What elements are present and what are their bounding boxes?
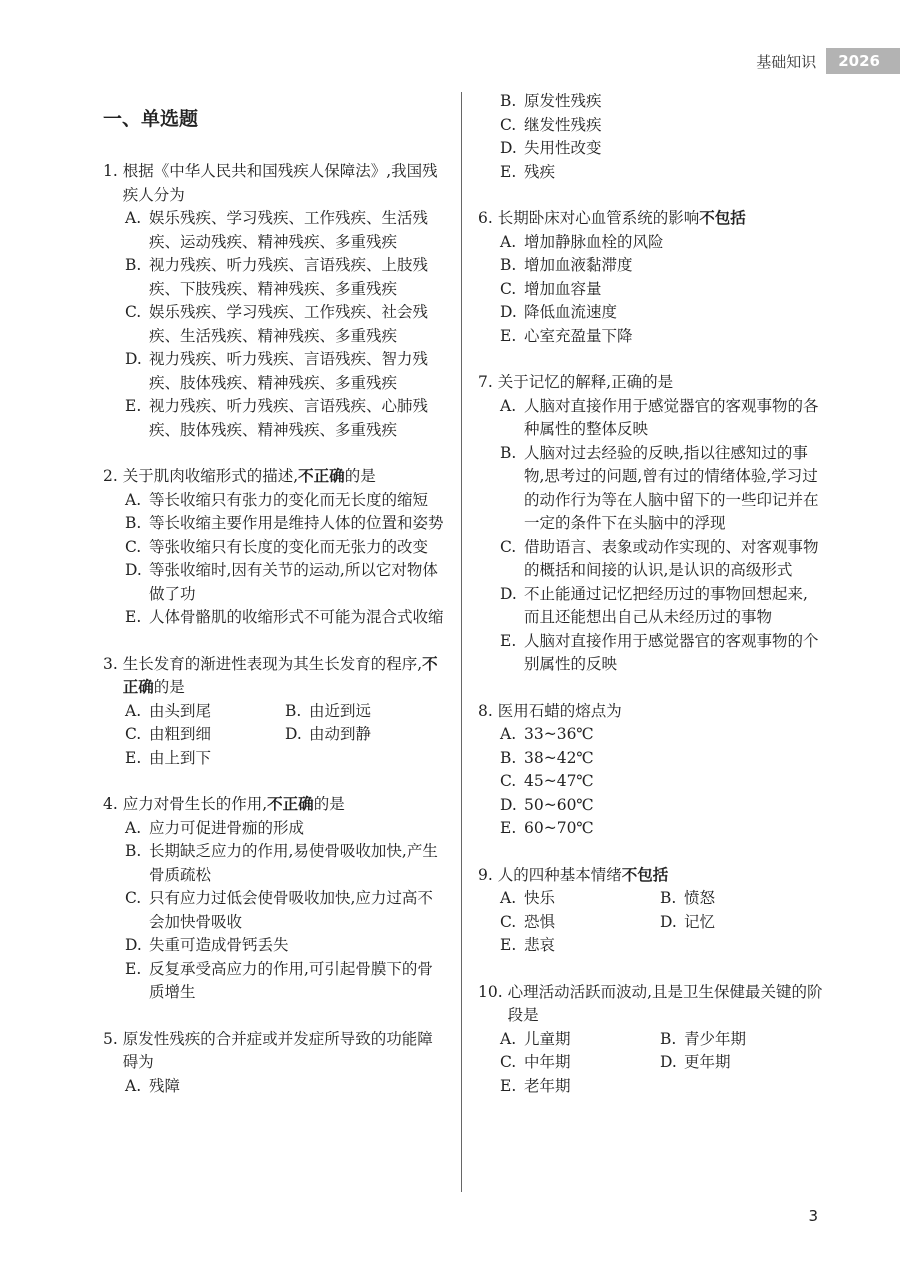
options-grid <box>478 1028 823 1099</box>
question-stem <box>103 465 448 489</box>
question-text <box>123 793 448 817</box>
option-text: 继发性残疾 <box>524 115 602 134</box>
question-number: 2. <box>103 467 118 485</box>
option-e <box>478 630 823 677</box>
option-letter: A. <box>125 209 142 227</box>
option-c <box>478 536 823 583</box>
question-7 <box>478 371 823 677</box>
option-text: 应力可促进骨痂的形成 <box>149 818 305 837</box>
option-c <box>478 911 638 935</box>
option-c <box>103 723 263 747</box>
option-letter: B. <box>500 256 517 274</box>
option-text: 残障 <box>149 1076 181 1095</box>
question-text <box>498 864 823 888</box>
question-number: 5. <box>103 1029 118 1048</box>
option-text: 降低血流速度 <box>524 303 618 321</box>
option-text: 人脑对直接作用于感觉器官的客观事物的各种属性的整体反映 <box>524 396 819 438</box>
option-b <box>478 254 823 278</box>
option-d <box>263 723 423 747</box>
option-letter: D. <box>660 912 677 931</box>
option-d <box>103 934 448 958</box>
option-letter: A. <box>125 1076 142 1095</box>
option-e <box>478 817 823 841</box>
option-c <box>103 301 448 348</box>
option-text: 长期缺乏应力的作用,易使骨吸收加快,产生骨质疏松 <box>149 842 438 884</box>
option-d <box>478 794 823 818</box>
option-text: 快乐 <box>524 889 556 907</box>
option-letter: E. <box>125 959 142 978</box>
column-divider <box>461 92 462 1192</box>
option-text: 记忆 <box>684 912 716 931</box>
question-stem <box>478 207 823 231</box>
question-5 <box>103 1028 448 1099</box>
option-letter: C. <box>500 115 517 134</box>
stem-emphasis: 不正确 <box>298 467 345 485</box>
option-d <box>638 1051 798 1075</box>
option-d <box>478 137 823 161</box>
option-letter: A. <box>500 1029 517 1048</box>
option-letter: B. <box>125 256 142 274</box>
option-letter: C. <box>500 537 517 556</box>
option-text: 45~47℃ <box>524 772 594 790</box>
option-letter: D. <box>285 725 302 743</box>
option-letter: C. <box>125 303 142 321</box>
option-text: 恐惧 <box>524 912 556 931</box>
question-stem <box>103 793 448 817</box>
stem-emphasis: 不包括 <box>699 209 746 227</box>
options-grid <box>103 700 448 771</box>
option-letter: A. <box>500 396 517 415</box>
stem-part: 的是 <box>313 795 345 813</box>
option-text: 儿童期 <box>524 1029 571 1048</box>
option-letter: E. <box>500 326 517 345</box>
question-9 <box>478 864 823 958</box>
question-number: 6. <box>478 209 493 227</box>
option-letter: E. <box>500 1076 517 1095</box>
option-text: 娱乐残疾、学习残疾、工作残疾、生活残疾、运动残疾、精神残疾、多重残疾 <box>149 209 429 251</box>
question-number: 1. <box>103 162 118 180</box>
question-number: 7. <box>478 373 493 391</box>
option-text: 视力残疾、听力残疾、言语残疾、心肺残疾、肢体残疾、精神残疾、多重残疾 <box>149 397 429 439</box>
option-letter: E. <box>500 162 517 181</box>
option-letter: D. <box>125 936 142 954</box>
option-text: 娱乐残疾、学习残疾、工作残疾、社会残疾、生活残疾、精神残疾、多重残疾 <box>149 303 429 345</box>
question-text: 心理活动活跃而波动,且是卫生保健最关键的阶段是 <box>507 982 823 1024</box>
option-c <box>478 278 823 302</box>
options-grid <box>478 887 823 958</box>
option-text: 中年期 <box>524 1053 571 1071</box>
option-text: 50~60℃ <box>524 795 594 814</box>
option-letter: D. <box>125 350 142 368</box>
option-d <box>103 348 448 395</box>
option-text: 等长收缩主要作用是维持人体的位置和姿势 <box>149 514 444 532</box>
question-stem <box>103 653 448 700</box>
option-letter: C. <box>125 889 142 907</box>
option-c <box>478 114 823 138</box>
question-3 <box>103 653 448 771</box>
option-text: 愤怒 <box>684 889 716 907</box>
stem-part: 的是 <box>344 467 376 485</box>
option-e <box>103 958 448 1005</box>
option-e <box>103 395 448 442</box>
question-text <box>123 653 448 700</box>
option-letter: B. <box>660 1029 677 1048</box>
option-letter: B. <box>500 92 517 110</box>
left-column <box>103 160 448 1121</box>
option-b <box>478 442 823 536</box>
option-letter: A. <box>500 889 517 907</box>
option-c <box>478 1051 638 1075</box>
option-text: 只有应力过低会使骨吸收加快,应力过高不会加快骨吸收 <box>149 889 433 931</box>
question-1 <box>103 160 448 442</box>
option-a <box>478 723 823 747</box>
option-letter: A. <box>500 725 517 743</box>
option-e <box>478 934 638 958</box>
option-letter: E. <box>500 936 517 954</box>
stem-part: 长期卧床对心血管系统的影响 <box>497 209 700 227</box>
option-text: 悲哀 <box>524 936 556 954</box>
section-title: 一、单选题 <box>103 108 199 130</box>
page-number: 3 <box>808 1207 818 1225</box>
option-a <box>103 489 448 513</box>
option-a <box>478 1028 638 1052</box>
option-letter: D. <box>125 561 142 579</box>
option-e <box>478 325 823 349</box>
question-stem <box>103 1028 448 1075</box>
option-letter: C. <box>500 279 517 298</box>
option-text: 由上到下 <box>149 748 212 767</box>
option-text: 增加静脉血栓的风险 <box>524 232 664 251</box>
option-text: 人体骨骼肌的收缩形式不可能为混合式收缩 <box>149 608 444 626</box>
option-a <box>103 207 448 254</box>
header-title: 基础知识 <box>756 52 817 71</box>
option-letter: D. <box>500 303 517 321</box>
option-text: 不止能通过记忆把经历过的事物回想起来,而且还能想出自己从未经历过的事物 <box>524 584 808 626</box>
header-year-badge: 2026 <box>826 48 900 74</box>
option-text: 由粗到细 <box>149 725 212 743</box>
option-letter: D. <box>500 584 517 603</box>
option-e <box>103 747 263 771</box>
option-c <box>103 536 448 560</box>
option-letter: D. <box>660 1053 677 1071</box>
option-b <box>478 90 823 114</box>
option-letter: D. <box>500 139 517 157</box>
option-e <box>478 161 823 185</box>
option-text: 人脑对过去经验的反映,指以往感知过的事物,思考过的问题,曾有过的情绪体验,学习过的动作行为等在人脑中留下的一些印记并在一定的条件下在头脑中的浮现 <box>524 443 819 532</box>
option-letter: C. <box>500 1053 517 1071</box>
option-letter: B. <box>125 842 142 860</box>
option-text: 残疾 <box>524 162 556 181</box>
question-text: 根据《中华人民共和国残疾人保障法》,我国残疾人分为 <box>122 162 438 204</box>
option-letter: A. <box>125 818 142 837</box>
page-header <box>756 48 900 74</box>
option-b <box>103 254 448 301</box>
option-letter: B. <box>660 889 677 907</box>
option-text: 失用性改变 <box>524 139 602 157</box>
option-c <box>103 887 448 934</box>
option-text: 增加血容量 <box>524 279 602 298</box>
option-letter: E. <box>125 608 142 626</box>
option-letter: A. <box>500 232 517 251</box>
option-text: 青少年期 <box>684 1029 747 1048</box>
question-text <box>123 465 448 489</box>
question-number: 4. <box>103 795 118 813</box>
option-letter: C. <box>125 725 142 743</box>
question-stem <box>103 160 448 207</box>
option-a <box>478 395 823 442</box>
stem-part: 应力对骨生长的作用, <box>122 795 268 813</box>
question-text: 关于记忆的解释,正确的是 <box>497 373 674 391</box>
option-a <box>103 817 448 841</box>
option-d <box>638 911 798 935</box>
question-number: 8. <box>478 701 493 720</box>
option-letter: B. <box>500 443 517 462</box>
option-text: 60~70℃ <box>524 819 594 837</box>
option-text: 等长收缩只有张力的变化而无长度的缩短 <box>149 490 429 509</box>
option-text: 老年期 <box>524 1076 571 1095</box>
stem-emphasis: 不正确 <box>122 654 438 696</box>
option-text: 失重可造成骨钙丢失 <box>149 936 289 954</box>
option-letter: E. <box>125 397 142 415</box>
option-e <box>478 1075 638 1099</box>
question-stem <box>478 864 823 888</box>
option-d <box>478 583 823 630</box>
option-text: 反复承受高应力的作用,可引起骨膜下的骨质增生 <box>149 959 433 1001</box>
option-text: 等张收缩只有长度的变化而无张力的改变 <box>149 537 429 556</box>
option-b <box>103 840 448 887</box>
question-text: 原发性残疾的合并症或并发症所导致的功能障碍为 <box>122 1029 433 1071</box>
question-text <box>498 207 823 231</box>
option-text: 视力残疾、听力残疾、言语残疾、上肢残疾、下肢残疾、精神残疾、多重残疾 <box>149 256 429 298</box>
option-b <box>638 1028 798 1052</box>
option-b <box>263 700 423 724</box>
option-text: 等张收缩时,因有关节的运动,所以它对物体做了功 <box>149 561 438 603</box>
question-5-continued <box>478 90 823 184</box>
option-text: 视力残疾、听力残疾、言语残疾、智力残疾、肢体残疾、精神残疾、多重残疾 <box>149 350 429 392</box>
question-number: 9. <box>478 865 493 884</box>
option-letter: C. <box>125 537 142 556</box>
question-number: 3. <box>103 654 118 673</box>
stem-part: 的是 <box>153 678 185 696</box>
option-letter: B. <box>285 701 302 720</box>
question-2 <box>103 465 448 630</box>
option-text: 由近到远 <box>309 701 372 720</box>
option-text: 33~36℃ <box>524 725 594 743</box>
option-c <box>478 770 823 794</box>
option-letter: E. <box>500 819 517 837</box>
option-text: 更年期 <box>684 1053 731 1071</box>
option-letter: D. <box>500 795 517 814</box>
option-d <box>478 301 823 325</box>
option-text: 人脑对直接作用于感觉器官的客观事物的个别属性的反映 <box>524 631 819 673</box>
question-stem <box>478 981 823 1028</box>
option-b <box>103 512 448 536</box>
question-text: 医用石蜡的熔点为 <box>497 701 622 720</box>
option-a <box>103 1075 448 1099</box>
stem-emphasis: 不正确 <box>267 795 314 813</box>
option-text: 38~42℃ <box>524 748 594 767</box>
option-b <box>478 747 823 771</box>
option-a <box>478 887 638 911</box>
question-8 <box>478 700 823 841</box>
question-number: 10. <box>478 982 503 1001</box>
option-letter: A. <box>125 701 142 720</box>
question-stem <box>478 371 823 395</box>
question-10 <box>478 981 823 1099</box>
option-b <box>638 887 798 911</box>
option-text: 由动到静 <box>309 725 372 743</box>
right-column <box>478 90 823 1121</box>
option-a <box>478 231 823 255</box>
option-letter: A. <box>125 490 142 509</box>
option-text: 由头到尾 <box>149 701 212 720</box>
option-text: 借助语言、表象或动作实现的、对客观事物的概括和间接的认识,是认识的高级形式 <box>524 537 819 579</box>
question-stem <box>478 700 823 724</box>
question-4 <box>103 793 448 1005</box>
option-letter: C. <box>500 912 517 931</box>
stem-part: 生长发育的渐进性表现为其生长发育的程序, <box>122 654 423 673</box>
stem-part: 人的四种基本情绪 <box>497 865 622 884</box>
question-6 <box>478 207 823 348</box>
option-d <box>103 559 448 606</box>
option-letter: C. <box>500 772 517 790</box>
stem-part: 关于肌肉收缩形式的描述, <box>122 467 299 485</box>
option-e <box>103 606 448 630</box>
option-text: 增加血液黏滞度 <box>524 256 633 274</box>
option-a <box>103 700 263 724</box>
option-letter: B. <box>125 514 142 532</box>
stem-emphasis: 不包括 <box>621 865 669 884</box>
option-text: 心室充盈量下降 <box>524 326 633 345</box>
option-letter: E. <box>500 631 517 650</box>
option-letter: E. <box>125 748 142 767</box>
option-letter: B. <box>500 748 517 767</box>
option-text: 原发性残疾 <box>524 92 602 110</box>
